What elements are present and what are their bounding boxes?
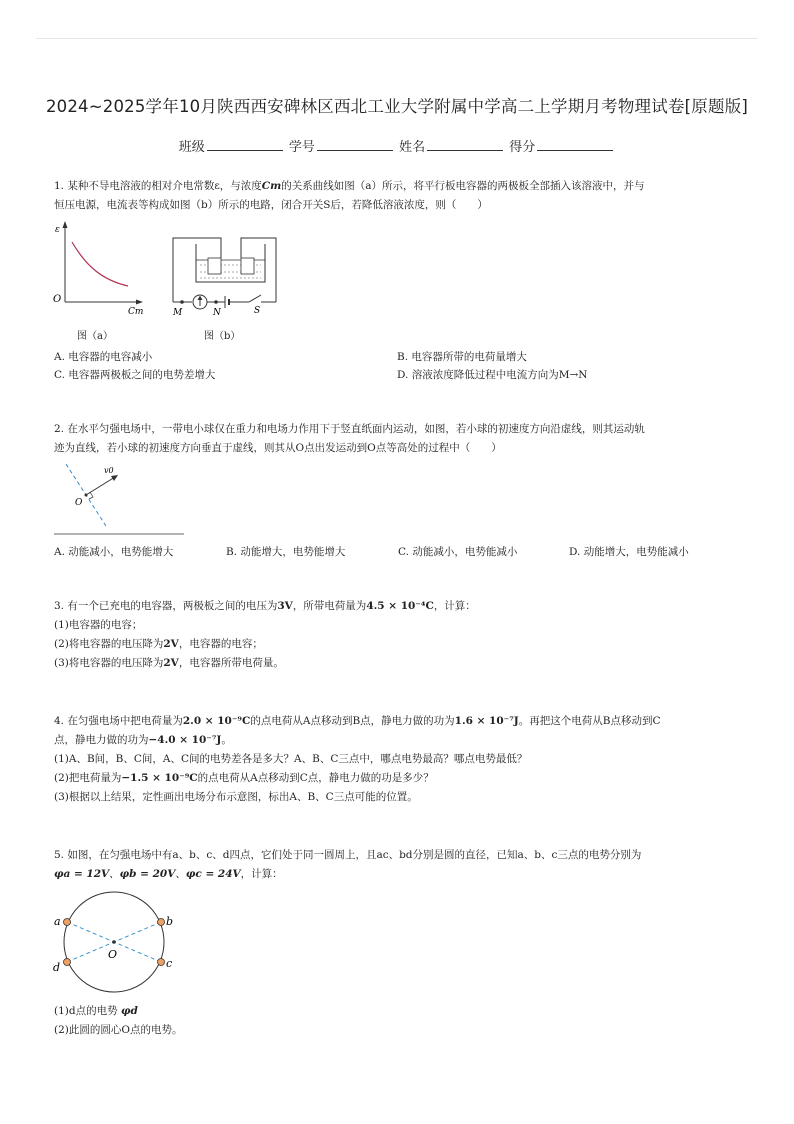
score-label: 得分 — [509, 140, 536, 155]
center-o — [112, 940, 116, 944]
q5-part-2: (2)此圆的圆心O点的电势。 — [54, 1024, 183, 1036]
epsilon-curve — [72, 242, 128, 286]
q4-stem-line2: 点，静电力做的功为−4.0 × 10⁻⁷J。 — [54, 734, 232, 746]
q1-stem-line1: 1. 某种不导电溶液的相对介电常数ε，与浓度Cm的关系曲线如图（a）所示，将平行板电容器的两极板全部插入该溶液中，并与 — [54, 180, 645, 192]
q3-stem: 3. 有一个已充电的电容器，两极板之间的电压为3V，所带电荷量为4.5 × 10⁻⁴C，计算： — [54, 600, 476, 612]
v0-label: v0 — [104, 466, 114, 475]
class-label: 班级 — [178, 140, 205, 155]
q1-stem-line2: 恒压电源，电流表等构成如图（b）所示的电路，闭合开关S后，若降低溶液浓度，则（ ） — [54, 199, 488, 211]
name-label: 姓名 — [399, 140, 426, 155]
q4-part-3: (3)根据以上结果，定性画出电场分布示意图，标出A、B、C三点可能的位置。 — [54, 791, 418, 803]
solution-tank — [196, 244, 265, 282]
q2-options — [54, 544, 754, 562]
y-axis-arrow — [63, 221, 68, 228]
q5-stem-line1: 5. 如图，在匀强电场中有a、b、c、d四点，它们处于同一圆周上，且ac、bd分别是圆的直径，已知a、b、c三点的电势分别为 — [54, 849, 642, 861]
label-m: M — [173, 308, 183, 318]
point-c — [158, 959, 165, 966]
class-blank[interactable] — [207, 138, 283, 151]
score-blank[interactable] — [537, 138, 613, 151]
switch-blade — [249, 295, 261, 302]
q2-option-c[interactable]: C. 动能减小，电势能减小 — [398, 546, 518, 558]
q4-part-2: (2)把电荷量为−1.5 × 10⁻⁹C的点电荷从A点移动到C点，静电力做的功是多少？ — [54, 772, 434, 784]
point-d — [64, 959, 71, 966]
point-o — [85, 494, 88, 497]
q3-part-2: (2)将电容器的电压降为2V，电容器的电容； — [54, 638, 263, 650]
capacitor-plate-left — [208, 258, 221, 274]
question-4 — [54, 712, 744, 807]
q1-option-d[interactable]: D. 溶液浓度降低过程中电流方向为M→N — [397, 369, 588, 381]
label-d: d — [53, 961, 61, 974]
q3-part-3: (3)将电容器的电压降为2V，电容器所带电荷量。 — [54, 657, 284, 669]
name-blank[interactable] — [427, 138, 503, 151]
q2-option-d[interactable]: D. 动能增大，电势能减小 — [569, 546, 689, 558]
capacitor-plate-right — [241, 258, 254, 274]
x-axis-arrow — [136, 300, 143, 305]
label-o: O — [108, 948, 118, 961]
point-b — [158, 919, 165, 926]
q2-figure — [54, 460, 186, 536]
label-b: b — [166, 915, 174, 928]
q1-options — [54, 349, 754, 385]
q1-caption-a: 图（a） — [77, 331, 113, 342]
q5-stem-line2: φa = 12V、φb = 20V、φc = 24V，计算： — [54, 868, 283, 880]
question-1 — [54, 177, 744, 215]
question-5-parts — [54, 1002, 744, 1040]
origin-label: O — [53, 294, 62, 305]
q1-figure-b — [165, 232, 285, 320]
number-blank[interactable] — [317, 138, 393, 151]
q2-option-b[interactable]: B. 动能增大，电势能增大 — [226, 546, 346, 558]
label-n: N — [213, 308, 221, 318]
x-axis-label: Cm — [128, 307, 144, 316]
q5-figure — [50, 888, 182, 994]
node-n — [214, 300, 218, 304]
q4-stem-line1: 4. 在匀强电场中把电荷量为2.0 × 10⁻⁹C的点电荷从A点移动到B点，静电力做的功为1.6 × 10⁻⁷J。再把这个电荷从B点移动到C — [54, 715, 661, 727]
question-5 — [54, 846, 744, 884]
label-c: c — [166, 957, 173, 970]
number-label: 学号 — [288, 140, 315, 155]
q2-stem-line1: 2. 在水平匀强电场中，一带电小球仅在重力和电场力作用下于竖直纸面内运动，如图，若小球的初速度方向沿虚线，则其运动轨 — [54, 423, 645, 435]
question-2 — [54, 420, 744, 458]
q3-part-1: (1)电容器的电容； — [54, 619, 143, 631]
point-a — [64, 919, 71, 926]
origin-label: O — [75, 498, 83, 508]
header-divider — [36, 38, 758, 39]
y-axis-label: ε — [55, 225, 60, 235]
student-info-row — [0, 136, 794, 155]
q2-option-a[interactable]: A. 动能减小，电势能增大 — [54, 546, 174, 558]
q1-caption-b: 图（b） — [204, 331, 241, 342]
q5-part-1: (1)d点的电势 φd — [54, 1005, 138, 1017]
q2-stem-line2: 迹为直线，若小球的初速度方向垂直于虚线，则其从O点出发运动到O点等高处的过程中（ ） — [54, 442, 502, 454]
label-s: S — [254, 306, 261, 316]
page-title: 2024~2025学年10月陕西西安碑林区西北工业大学附属中学高二上学期月考物理试卷[原题版] — [45, 97, 749, 116]
node-m — [180, 300, 184, 304]
q4-part-1: (1)A、B间，B、C间，A、C间的电势差各是多大？A、B、C三点中，哪点电势最高？哪点电势最低？ — [54, 753, 528, 765]
q1-option-c[interactable]: C. 电容器两极板之间的电势差增大 — [54, 369, 216, 381]
q1-figure-a — [50, 218, 150, 316]
question-3 — [54, 597, 744, 673]
v0-arrow-head — [111, 475, 118, 481]
label-a: a — [54, 915, 61, 928]
q1-option-b[interactable]: B. 电容器所带的电荷量增大 — [397, 351, 527, 363]
q1-option-a[interactable]: A. 电容器的电容减小 — [54, 351, 153, 363]
